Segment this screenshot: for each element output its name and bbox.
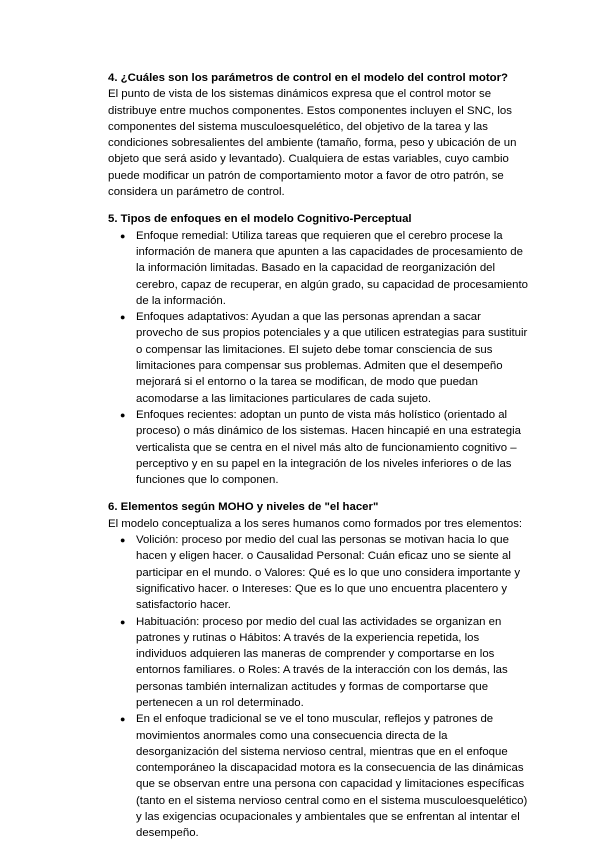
bullet-icon: ● — [120, 616, 126, 627]
list-item — [120, 532, 528, 613]
section-5 — [108, 211, 528, 488]
list-item-text: Enfoque remedial: Utiliza tareas que requieren que el cerebro procese la información de manera que apunten a las capacidades de procesamiento de la información limitadas. Basado en la capacidad de reorganización del cerebro, capaz de recuperar, en algún grado, su capacidad de procesamiento de la información. — [136, 229, 528, 307]
list-item — [120, 614, 528, 712]
section-paragraph: El punto de vista de los sistemas dinámicos expresa que el control motor se distribuye entre muchos componentes. Estos componentes incluyen el SNC, los componentes del sistema musculoesquelético, del objetivo de la tarea y las condiciones sobresalientes del ambiente (tamaño, forma, peso y ubicación de un objeto que será asido y levantado). Cualquiera de estas variables, cuyo cambio puede modificar un patrón de comportamiento motor a favor de otro patrón, se considera un parámetro de control. — [108, 88, 517, 199]
bullet-icon: ● — [120, 535, 126, 546]
list-item-text: Volición: proceso por medio del cual las personas se motivan hacia lo que hacen y eligen hacer. o Causalidad Personal: Cuán eficaz uno se siente al participar en el mundo. o Valores: Qué es lo que uno considera importante y significativo hacer. o Intereses: Que es lo que uno encuentra placentero y satisfactorio hacer. — [136, 534, 521, 612]
bullet-icon: ● — [120, 230, 126, 241]
section-heading: 4. ¿Cuáles son los parámetros de control en el modelo del control motor? — [108, 72, 509, 84]
list-item — [120, 228, 528, 309]
section-paragraph: El modelo conceptualiza a los seres humanos como formados por tres elementos: — [108, 517, 523, 530]
document-page — [108, 70, 528, 853]
list-item-text: Enfoques adaptativos: Ayudan a que las personas aprendan a sacar provecho de sus propios potenciales y a que utilicen estrategias para sustituir o compensar las limitaciones. El sujeto debe tomar consciencia de sus limitaciones para compensar sus problemas. Admiten que el desempeño mejorará si el entorno o la tarea se modifican, de modo que puedan acomodarse a las limitaciones particulares de cada sujeto. — [136, 311, 528, 405]
list-item — [120, 407, 528, 488]
list-item-text: Enfoques recientes: adoptan un punto de vista más holístico (orientado al proceso) o más dinámico de los sistemas. Hacen hincapié en una estrategia verticalista que se centra en el nivel más alto de funcionamiento cognitivo – perceptivo y en su papel en la integración de los niveles inferiores o de las funciones que lo componen. — [136, 408, 521, 487]
section-heading: 6. Elementos según MOHO y niveles de "el hacer" — [108, 501, 379, 514]
bullet-icon: ● — [120, 714, 126, 725]
bullet-list — [108, 532, 528, 842]
bullet-icon: ● — [120, 312, 126, 323]
section-6 — [108, 499, 528, 841]
bullet-icon: ● — [120, 409, 126, 420]
list-item — [120, 711, 528, 841]
section-4 — [108, 70, 528, 200]
bullet-list — [108, 228, 528, 489]
section-heading: 5. Tipos de enfoques en el modelo Cognitivo-Perceptual — [108, 213, 412, 226]
list-item-text: Habituación: proceso por medio del cual las actividades se organizan en patrones y rutinas o Hábitos: A través de la experiencia repetida, los individuos adquieren las maneras de comprender y comportarse en los entornos familiares. o Roles: A través de la interacción con los demás, las personas también internalizan actitudes y formas de comportarse que pertenecen a un rol determinado. — [136, 615, 508, 709]
list-item-text: En el enfoque tradicional se ve el tono muscular, reflejos y patrones de movimientos anormales como una consecuencia directa de la desorganización del sistema nervioso central, mientras que en el enfoque contemporáneo la discapacidad motora es la consecuencia de las dinámicas que se observan entre una persona con capacidad y limitaciones específicas (tanto en el sistema nervioso central como en el sistema musculoesquelético) y las exigencias ocupacionales y ambientales que se enfrentan al intentar el desempeño. — [136, 713, 528, 840]
list-item — [120, 309, 528, 407]
